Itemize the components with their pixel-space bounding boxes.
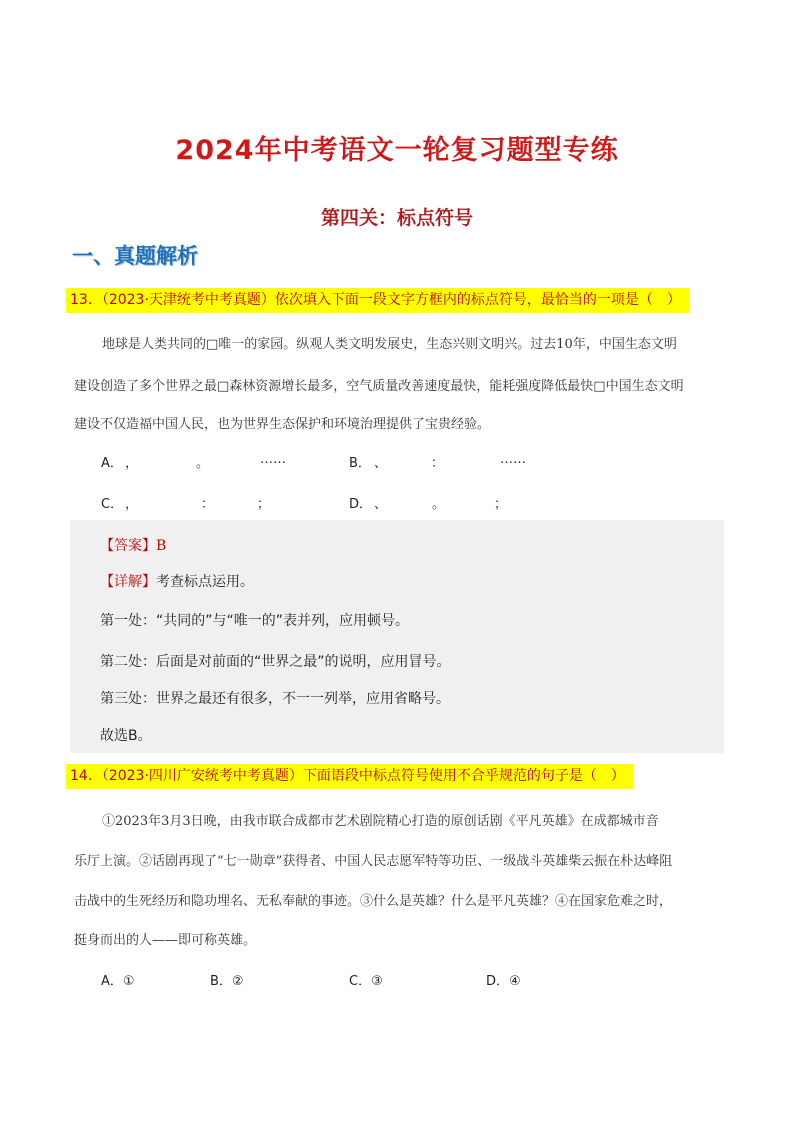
- option-c-mark-2: ：: [201, 497, 215, 512]
- q14-option-d-value: ④: [509, 974, 521, 989]
- q14-option-d-label: D．: [486, 974, 510, 989]
- option-c-mark-3: ；: [257, 497, 271, 512]
- option-d-label: D．: [349, 497, 373, 512]
- question-14-line-3: 击战中的生死经历和隐功埋名、无私奉献的事迹。③什么是英雄？什么是平凡英雄？④在国家危难之时，: [74, 894, 673, 909]
- explanation-line-3: 第三处：世界之最还有很多，不一一列举，应用省略号。: [100, 691, 450, 707]
- detail-label: 【详解】: [100, 574, 156, 590]
- option-c-mark-1: ，: [125, 497, 139, 512]
- page-title: 2024年中考语文一轮复习题型专练: [175, 135, 619, 166]
- option-b-label: B．: [349, 456, 371, 471]
- answer-label: 【答案】: [100, 538, 156, 554]
- answer-value: B: [156, 538, 167, 554]
- question-13-line-3: 建设不仅造福中国人民，也为世界生态保护和环境治理提供了宝贵经验。: [74, 417, 491, 432]
- answer-row: [100, 535, 166, 555]
- q14-option-b-value: ②: [231, 974, 244, 989]
- explanation-line-2: 第二处：后面是对前面的“世界之最”的说明，应用冒号。: [100, 654, 451, 670]
- question-13-line-2: 建设创造了多个世界之最□森林资源增长最多，空气质量改善速度最快，能耗强度降低最快□中国生态文明: [74, 379, 684, 394]
- q14-option-b: [210, 970, 244, 989]
- option-a-mark-1: ，: [125, 456, 139, 471]
- option-b-mark-3: ……: [500, 452, 526, 467]
- question-14-line-4: 挺身而出的人——即可称英雄。: [74, 933, 257, 948]
- detail-row: [100, 571, 254, 591]
- question-14-line-1: ①2023年3月3日晚，由我市联合成都市艺术剧院精心打造的原创话剧《平凡英雄》在成都城市音: [102, 814, 659, 829]
- explanation-conclusion: 故选B。: [100, 728, 152, 744]
- question-13-header: 13．（2023·天津统考中考真题）依次填入下面一段文字方框内的标点符号，最恰当的一项是（ ）: [66, 288, 689, 313]
- option-d-mark-2: 。: [432, 497, 446, 512]
- detail-text: 考查标点运用。: [156, 574, 254, 590]
- question-14-line-2: 乐厅上演。②话剧再现了“七一勋章”获得者、中国人民志愿军特等功臣、一级战斗英雄柴云振在朴达峰阻: [74, 854, 673, 869]
- option-d-mark-1: 、: [374, 497, 388, 512]
- q14-option-a-value: ①: [122, 974, 135, 989]
- section-heading: 一、真题解析: [72, 244, 198, 268]
- q14-option-a-label: A．: [101, 974, 123, 989]
- page-subtitle: 第四关：标点符号: [320, 207, 473, 229]
- answer-box: [70, 520, 724, 753]
- q14-option-c: [349, 970, 383, 989]
- option-d-mark-3: ；: [494, 497, 508, 512]
- option-a-label: A．: [101, 456, 123, 471]
- option-b-mark-1: 、: [374, 456, 388, 471]
- question-14-header: 14．（2023·四川广安统考中考真题）下面语段中标点符号使用不合乎规范的句子是（ ）: [66, 764, 633, 789]
- q14-option-c-value: ③: [371, 974, 383, 989]
- explanation-line-1: 第一处：“共同的”与“唯一的”表并列，应用顿号。: [100, 613, 410, 629]
- option-a-mark-2: 。: [196, 456, 210, 471]
- q14-option-d: [486, 970, 521, 989]
- question-13-line-1: 地球是人类共同的□唯一的家园。纵观人类文明发展史，生态兴则文明兴。过去10年，中国生态文明: [102, 337, 677, 352]
- option-c-label: C．: [101, 497, 124, 512]
- q14-option-a: [101, 970, 135, 989]
- option-a-mark-3: ……: [260, 452, 286, 467]
- q14-option-b-label: B．: [210, 974, 232, 989]
- option-b-mark-2: ：: [431, 456, 445, 471]
- q14-option-c-label: C．: [349, 974, 372, 989]
